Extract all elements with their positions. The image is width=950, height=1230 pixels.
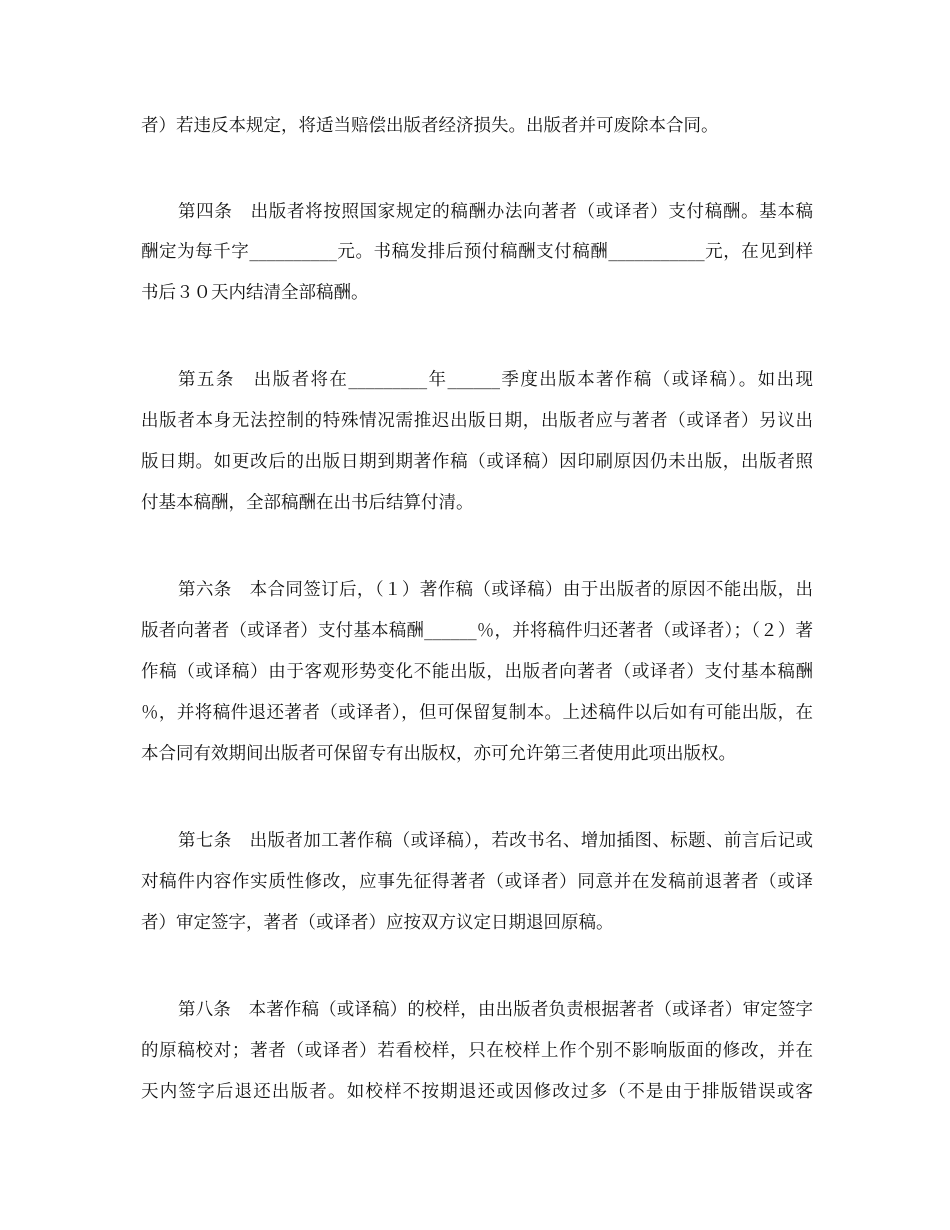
article-7-line-1: 第七条 出版者加工著作稿（或译稿），若改书名、增加插图、标题、前言后记或 xyxy=(178,831,813,851)
article-5-line-4: 付基本稿酬，全部稿酬在出书后结算付清。 xyxy=(141,493,474,513)
article-4-line-3: 书后３０天内结清全部稿酬。 xyxy=(141,283,369,303)
article-6-line-1: 第六条 本合同签订后，（１）著作稿（或译稿）由于出版者的原因不能出版，出 xyxy=(178,580,813,600)
article-5-line-1: 第五条 出版者将在_________年______季度出版本著作稿（或译稿）。如出现 xyxy=(178,370,813,390)
article-6-line-2: 版者向著者（或译者）支付基本稿酬______％，并将稿件归还著者（或译者）；（２）著 xyxy=(141,621,813,641)
article-7-line-3: 者）审定签字，著者（或译者）应按双方议定日期退回原稿。 xyxy=(141,913,614,933)
article-4-line-2: 酬定为每千字__________元。书稿发排后预付稿酬支付稿酬___________元，在见到样 xyxy=(141,242,813,262)
article-7-line-2: 对稿件内容作实质性修改，应事先征得著者（或译者）同意并在发稿前退著者（或译 xyxy=(141,872,813,892)
article-5-line-3: 版日期。如更改后的出版日期到期著作稿（或译稿）因印刷原因仍未出版，出版者照 xyxy=(141,452,813,472)
article-6-line-4: ％，并将稿件退还著者（或译者），但可保留复制本。上述稿件以后如有可能出版，在 xyxy=(141,703,813,723)
article-8-line-3: 天内签字后退还出版者。如校样不按期退还或因修改过多（不是由于排版错误或客 xyxy=(141,1082,813,1102)
article-8-line-1: 第八条 本著作稿（或译稿）的校样，由出版者负责根据著者（或译者）审定签字 xyxy=(178,1000,813,1020)
article-5-line-2: 出版者本身无法控制的特殊情况需推迟出版日期，出版者应与著者（或译者）另议出 xyxy=(141,411,813,431)
text-line-continuation: 者）若违反本规定，将适当赔偿出版者经济损失。出版者并可废除本合同。 xyxy=(141,116,719,136)
article-6-line-3: 作稿（或译稿）由于客观形势变化不能出版，出版者向著者（或译者）支付基本稿酬 xyxy=(141,662,813,682)
article-6-line-5: 本合同有效期间出版者可保留专有出版权，亦可允许第三者使用此项出版权。 xyxy=(141,744,736,764)
article-4-line-1: 第四条 出版者将按照国家规定的稿酬办法向著者（或译者）支付稿酬。基本稿 xyxy=(178,202,813,222)
article-8-line-2: 的原稿校对；著者（或译者）若看校样，只在校样上作个别不影响版面的修改，并在 xyxy=(141,1041,813,1061)
